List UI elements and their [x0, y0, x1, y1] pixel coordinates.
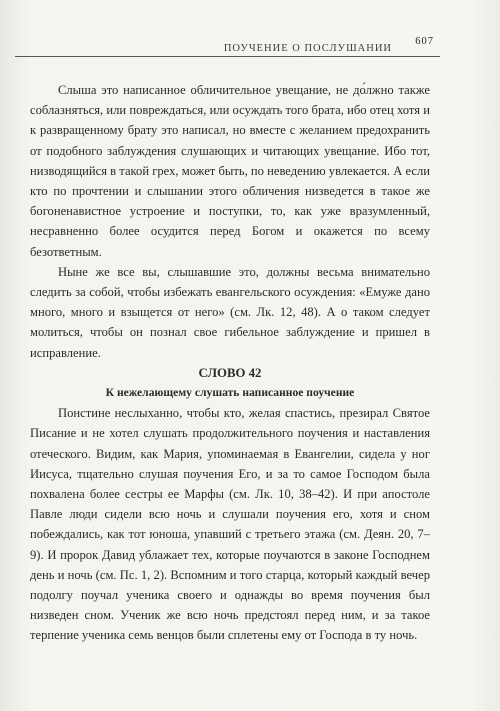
paragraph-3: Понстине неслыханно, чтобы кто, желая спастись, презирал Святое Писание и не хотел слушать продолжительного поучения и наставления отеческого. Видим, как Мария, упоминаемая в Евангелии, сидела у ног Иисуса, тщательно слушая поучения Его, и за то самое Господом была похвалена более сестры ее Марфы (см. Лк. 10, 38–42). И при апостоле Павле люди сидели всю ночь и слушали поучения его, хотя и сном побеждались, как тот юноша, упавший с третьего этажа (см. Деян. 20, 7–9). И пророк Давид ублажает тех, которые поучаются в законе Господнем день и ночь (см. Пс. 1, 2). Вспомним и того старца, который каждый вечер подолгу поучал ученика своего и однажды во время поучения был низведен сном. Ученик же всю ночь предстоял перед ним, и за такое терпение ученика семь венцов были сплетены ему от Господа в ту ночь. — [30, 406, 430, 643]
running-header-title: ПОУЧЕНИЕ О ПОСЛУШАНИИ — [223, 43, 392, 54]
section-subheading: К нежелающему слушать написанное поучение — [105, 386, 355, 400]
page-body — [30, 80, 430, 646]
running-header — [15, 30, 410, 54]
paragraph-1: Слыша это написанное обличительное увещание, не до́лжно также соблазняться, или повреждаться, или осуждать того брата, ибо отец хотя и к развращенному брату это написал, но вместе с желанием предохранить от подобного заблуждения слушающих и читающих увещание. Ибо тот, низводящийся в такой грех, может быть, по неведению увлекается. А если кто по прочтении и слышании этого обличения низведется в такое же богоненавистное устроение и поступки, то, как уже вразумленный, несравненно более осудится перед Богом и окажется по всему безответным. — [30, 83, 430, 259]
paragraph-2: Ныне же все вы, слышавшие это, должны весьма внимательно следить за собой, чтобы избежать евангельского осуждения: «Емуже дано много, много и взыщется от него» (см. Лк. 12, 48). А о таком следует молиться, чтобы он познал свое гибельное заблуждение и пришел в исправление. — [30, 264, 430, 360]
page-number: 607 — [415, 36, 434, 47]
section-heading: СЛОВО 42 — [198, 365, 262, 380]
header-divider — [15, 56, 440, 57]
